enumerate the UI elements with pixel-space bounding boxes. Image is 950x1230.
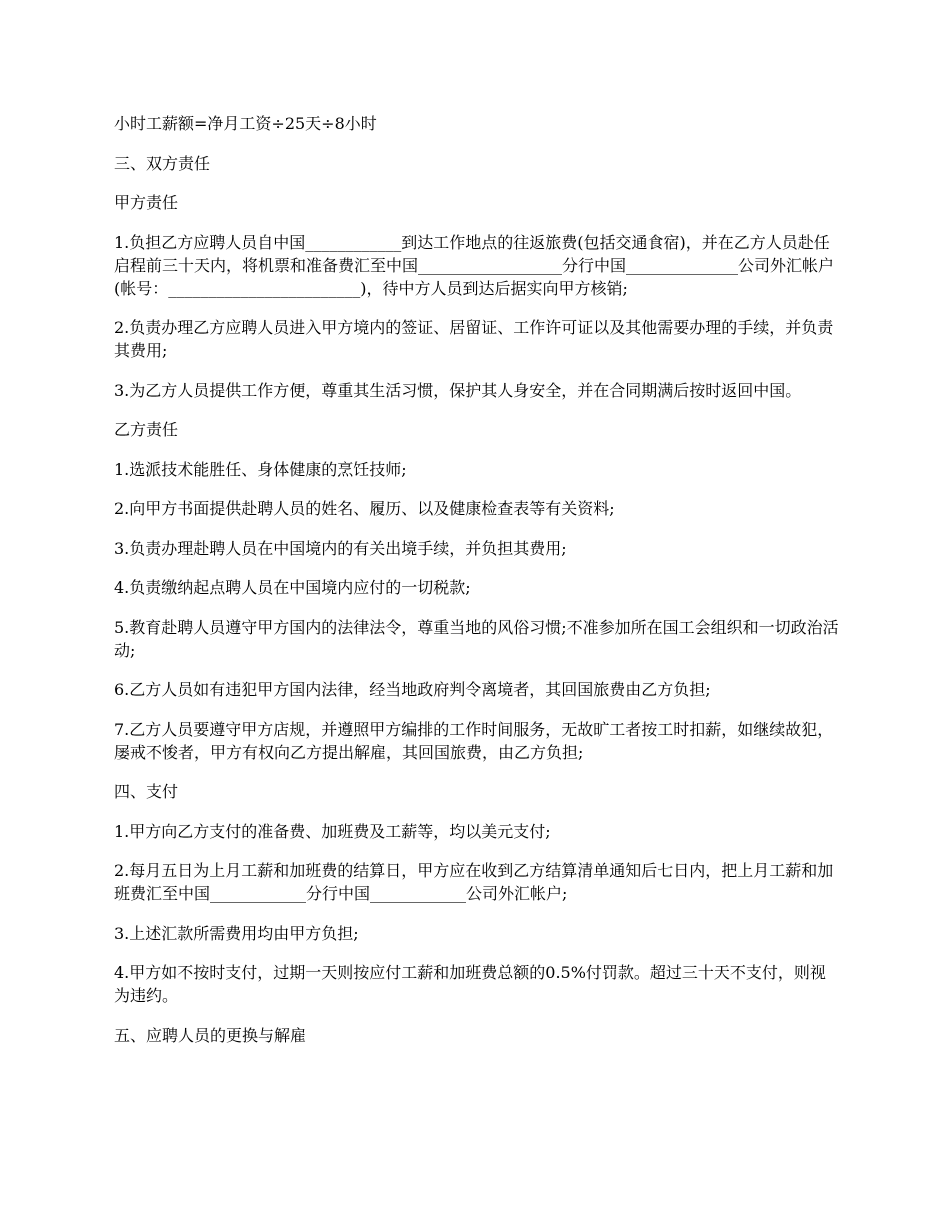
- party-b-clause-4: 4.负责缴纳起点聘人员在中国境内应付的一切税款;: [114, 578, 471, 597]
- party-b-clause-5: 5.教育赴聘人员遵守甲方国内的法律法令，尊重当地的风俗习惯;不准参加所在国工会组织和一切政治活动;: [114, 617, 839, 660]
- party-b-clause-6: 6.乙方人员如有违犯甲方国内法律，经当地政府判令离境者，其回国旅费由乙方负担;: [114, 680, 711, 699]
- section-heading-mutual-responsibilities: 三、双方责任: [114, 153, 211, 173]
- document-body: [114, 112, 839, 1063]
- party-b-clause-1: 1.选派技术能胜任、身体健康的烹饪技师;: [114, 459, 407, 479]
- party-a-clause-1: 1.负担乙方应聘人员自中国____________到达工作地点的往返旅费(包括交通食宿)，并在乙方人员赴任启程前三十天内，将机票和准备费汇至中国__________________分行中国______________公司外汇帐户(帐号：________________________)，待中方人员到达后据实向甲方核销;: [114, 232, 835, 298]
- subheading-party-a-responsibilities: 甲方责任: [114, 193, 179, 212]
- payment-clause-3: 3.上述汇款所需费用均由甲方负担;: [114, 923, 359, 943]
- payment-clause-2: 2.每月五日为上月工薪和加班费的结算日，甲方应在收到乙方结算清单通知后七日内，把上月工薪和加班费汇至中国____________分行中国____________公司外汇帐户;: [114, 861, 834, 903]
- party-a-clause-3: 3.为乙方人员提供工作方便，尊重其生活习惯，保护其人身安全，并在合同期满后按时返回中国。: [114, 380, 802, 400]
- section-heading-payment: 四、支付: [114, 782, 179, 801]
- subheading-party-b-responsibilities: 乙方责任: [114, 420, 179, 439]
- party-b-clause-3: 3.负责办理赴聘人员在中国境内的有关出境手续，并负担其费用;: [114, 538, 567, 558]
- payment-clause-1: 1.甲方向乙方支付的准备费、加班费及工薪等，均以美元支付;: [114, 821, 551, 841]
- party-b-clause-2: 2.向甲方书面提供赴聘人员的姓名、履历、以及健康检查表等有关资料;: [114, 499, 615, 518]
- paragraph-hourly-wage-formula: 小时工薪额=净月工资÷25天÷8小时: [114, 114, 377, 133]
- party-b-clause-7: 7.乙方人员要遵守甲方店规，并遵照甲方编排的工作时间服务，无故旷工者按工时扣薪，如继续故犯，屡戒不悛者，甲方有权向乙方提出解雇，其回国旅费，由乙方负担;: [114, 719, 834, 762]
- section-heading-replacement-and-dismissal: 五、应聘人员的更换与解雇: [114, 1025, 307, 1045]
- party-a-clause-2: 2.负责办理乙方应聘人员进入甲方境内的签证、居留证、工作许可证以及其他需要办理的手续，并负责其费用;: [114, 318, 834, 360]
- payment-clause-4: 4.甲方如不按时支付，过期一天则按应付工薪和加班费总额的0.5%付罚款。超过三十天不支付，则视为违约。: [114, 963, 826, 1005]
